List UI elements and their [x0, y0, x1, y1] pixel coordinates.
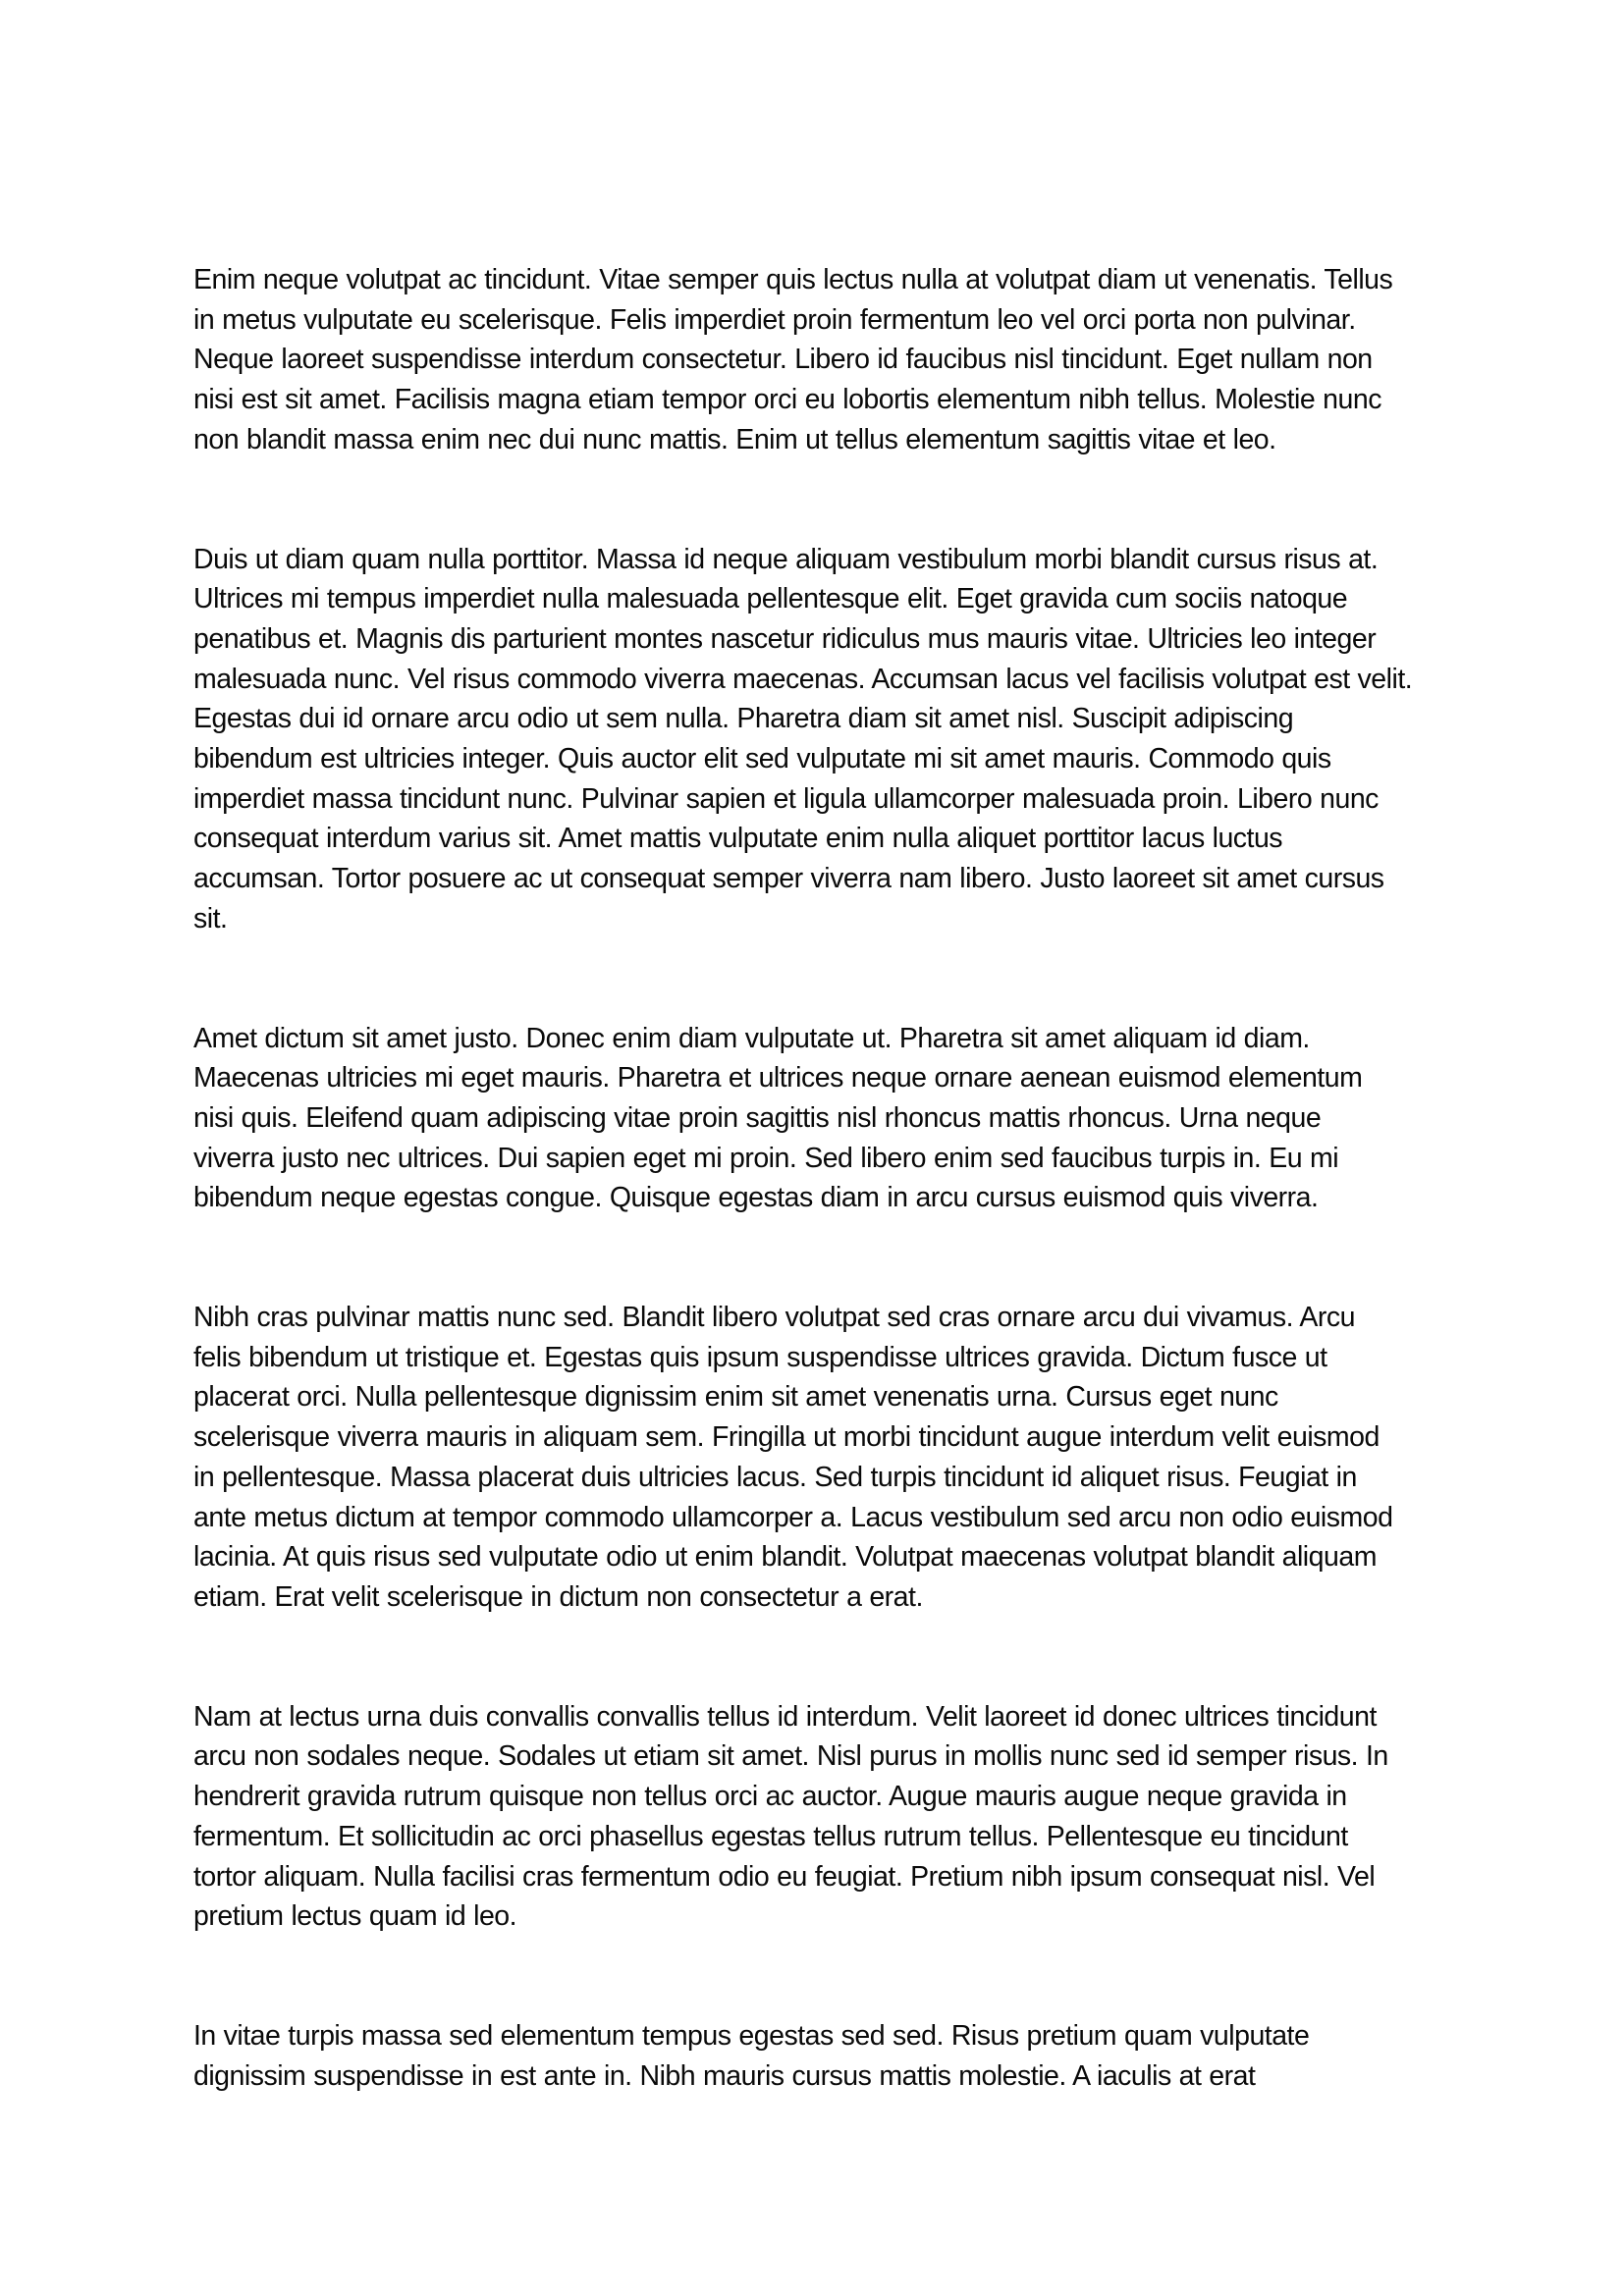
text-line: imperdiet massa tincidunt nunc. Pulvinar sapien et ligula ullamcorper malesuada proin. Libero nunc: [193, 782, 1379, 815]
paragraph-4: [193, 1298, 1437, 1618]
text-line: accumsan. Tortor posuere ac ut consequat semper viverra nam libero. Justo laoreet sit amet cursus: [193, 863, 1384, 895]
text-line: fermentum. Et sollicitudin ac orci phasellus egestas tellus rutrum tellus. Pellentesque eu tincidunt: [193, 1820, 1348, 1852]
text-line: tortor aliquam. Nulla facilisi cras fermentum odio eu feugiat. Pretium nibh ipsum consequat nisl. Vel: [193, 1860, 1376, 1893]
text-line: Duis ut diam quam nulla porttitor. Massa id neque aliquam vestibulum morbi blandit cursus risus at.: [193, 543, 1379, 575]
text-line: nisi quis. Eleifend quam adipiscing vitae proin sagittis nisl rhoncus mattis rhoncus. Urna neque: [193, 1101, 1322, 1134]
text-line: non blandit massa enim nec dui nunc mattis. Enim ut tellus elementum sagittis vitae et leo.: [193, 423, 1276, 455]
text-line: arcu non sodales neque. Sodales ut etiam sit amet. Nisl purus in mollis nunc sed id semper risus. In: [193, 1740, 1388, 1773]
text-line: Maecenas ultricies mi eget mauris. Pharetra et ultrices neque ornare aenean euismod elementum: [193, 1062, 1363, 1095]
text-line: hendrerit gravida rutrum quisque non tellus orci ac auctor. Augue mauris augue neque gravida in: [193, 1781, 1347, 1813]
text-line: dignissim suspendisse in est ante in. Nibh mauris cursus mattis molestie. A iaculis at erat: [193, 2059, 1256, 2092]
text-line: sit.: [193, 902, 228, 934]
text-line: penatibus et. Magnis dis parturient montes nascetur ridiculus mus mauris vitae. Ultricies leo integer: [193, 622, 1377, 655]
text-line: Nam at lectus urna duis convallis convallis tellus id interdum. Velit laoreet id donec ultrices tincidunt: [193, 1700, 1377, 1733]
text-line: nisi est sit amet. Facilisis magna etiam tempor orci eu lobortis elementum nibh tellus. Molestie nunc: [193, 384, 1381, 416]
text-line: Nibh cras pulvinar mattis nunc sed. Blandit libero volutpat sed cras ornare arcu dui vivamus. Arcu: [193, 1302, 1355, 1334]
text-line: ante metus dictum at tempor commodo ullamcorper a. Lacus vestibulum sed arcu non odio euismod: [193, 1501, 1393, 1533]
text-line: Amet dictum sit amet justo. Donec enim diam vulputate ut. Pharetra sit amet aliquam id diam.: [193, 1022, 1310, 1054]
text-line: bibendum est ultricies integer. Quis auctor elit sed vulputate mi sit amet mauris. Commodo quis: [193, 743, 1331, 775]
paragraph-2: [193, 540, 1437, 939]
paragraph-1: [193, 260, 1437, 460]
text-line: in metus vulputate eu scelerisque. Felis imperdiet proin fermentum leo vel orci porta non pulvinar.: [193, 303, 1356, 336]
paragraph-6: [193, 2016, 1437, 2096]
paragraph-3: [193, 1019, 1437, 1219]
text-line: malesuada nunc. Vel risus commodo viverra maecenas. Accumsan lacus vel facilisis volutpat est velit.: [193, 663, 1413, 695]
text-line: Egestas dui id ornare arcu odio ut sem nulla. Pharetra diam sit amet nisl. Suscipit adipiscing: [193, 703, 1294, 735]
text-line: felis bibendum ut tristique et. Egestas quis ipsum suspendisse ultrices gravida. Dictum fusce ut: [193, 1341, 1327, 1373]
text-line: consequat interdum varius sit. Amet mattis vulputate enim nulla aliquet porttitor lacus luctus: [193, 823, 1283, 855]
text-line: bibendum neque egestas congue. Quisque egestas diam in arcu cursus euismod quis viverra.: [193, 1182, 1319, 1214]
text-line: viverra justo nec ultrices. Dui sapien eget mi proin. Sed libero enim sed faucibus turpis in. Eu mi: [193, 1142, 1339, 1174]
text-line: Neque laoreet suspendisse interdum consectetur. Libero id faucibus nisl tincidunt. Eget nullam non: [193, 344, 1373, 376]
text-line: etiam. Erat velit scelerisque in dictum non consectetur a erat.: [193, 1580, 923, 1613]
text-line: pretium lectus quam id leo.: [193, 1900, 517, 1933]
text-line: Enim neque volutpat ac tincidunt. Vitae semper quis lectus nulla at volutpat diam ut venenatis. Tellus: [193, 264, 1393, 295]
text-line: in pellentesque. Massa placerat duis ultricies lacus. Sed turpis tincidunt id aliquet risus. Feugiat in: [193, 1461, 1357, 1493]
text-line: Ultrices mi tempus imperdiet nulla malesuada pellentesque elit. Eget gravida cum sociis natoque: [193, 583, 1348, 615]
paragraph-5: [193, 1697, 1437, 1937]
text-line: In vitae turpis massa sed elementum tempus egestas sed sed. Risus pretium quam vulputate: [193, 2019, 1310, 2052]
text-line: lacinia. At quis risus sed vulputate odio ut enim blandit. Volutpat maecenas volutpat blandit aliquam: [193, 1541, 1377, 1574]
text-line: scelerisque viverra mauris in aliquam sem. Fringilla ut morbi tincidunt augue interdum velit euismod: [193, 1421, 1380, 1454]
text-line: placerat orci. Nulla pellentesque dignissim enim sit amet venenatis urna. Cursus eget nunc: [193, 1381, 1278, 1414]
